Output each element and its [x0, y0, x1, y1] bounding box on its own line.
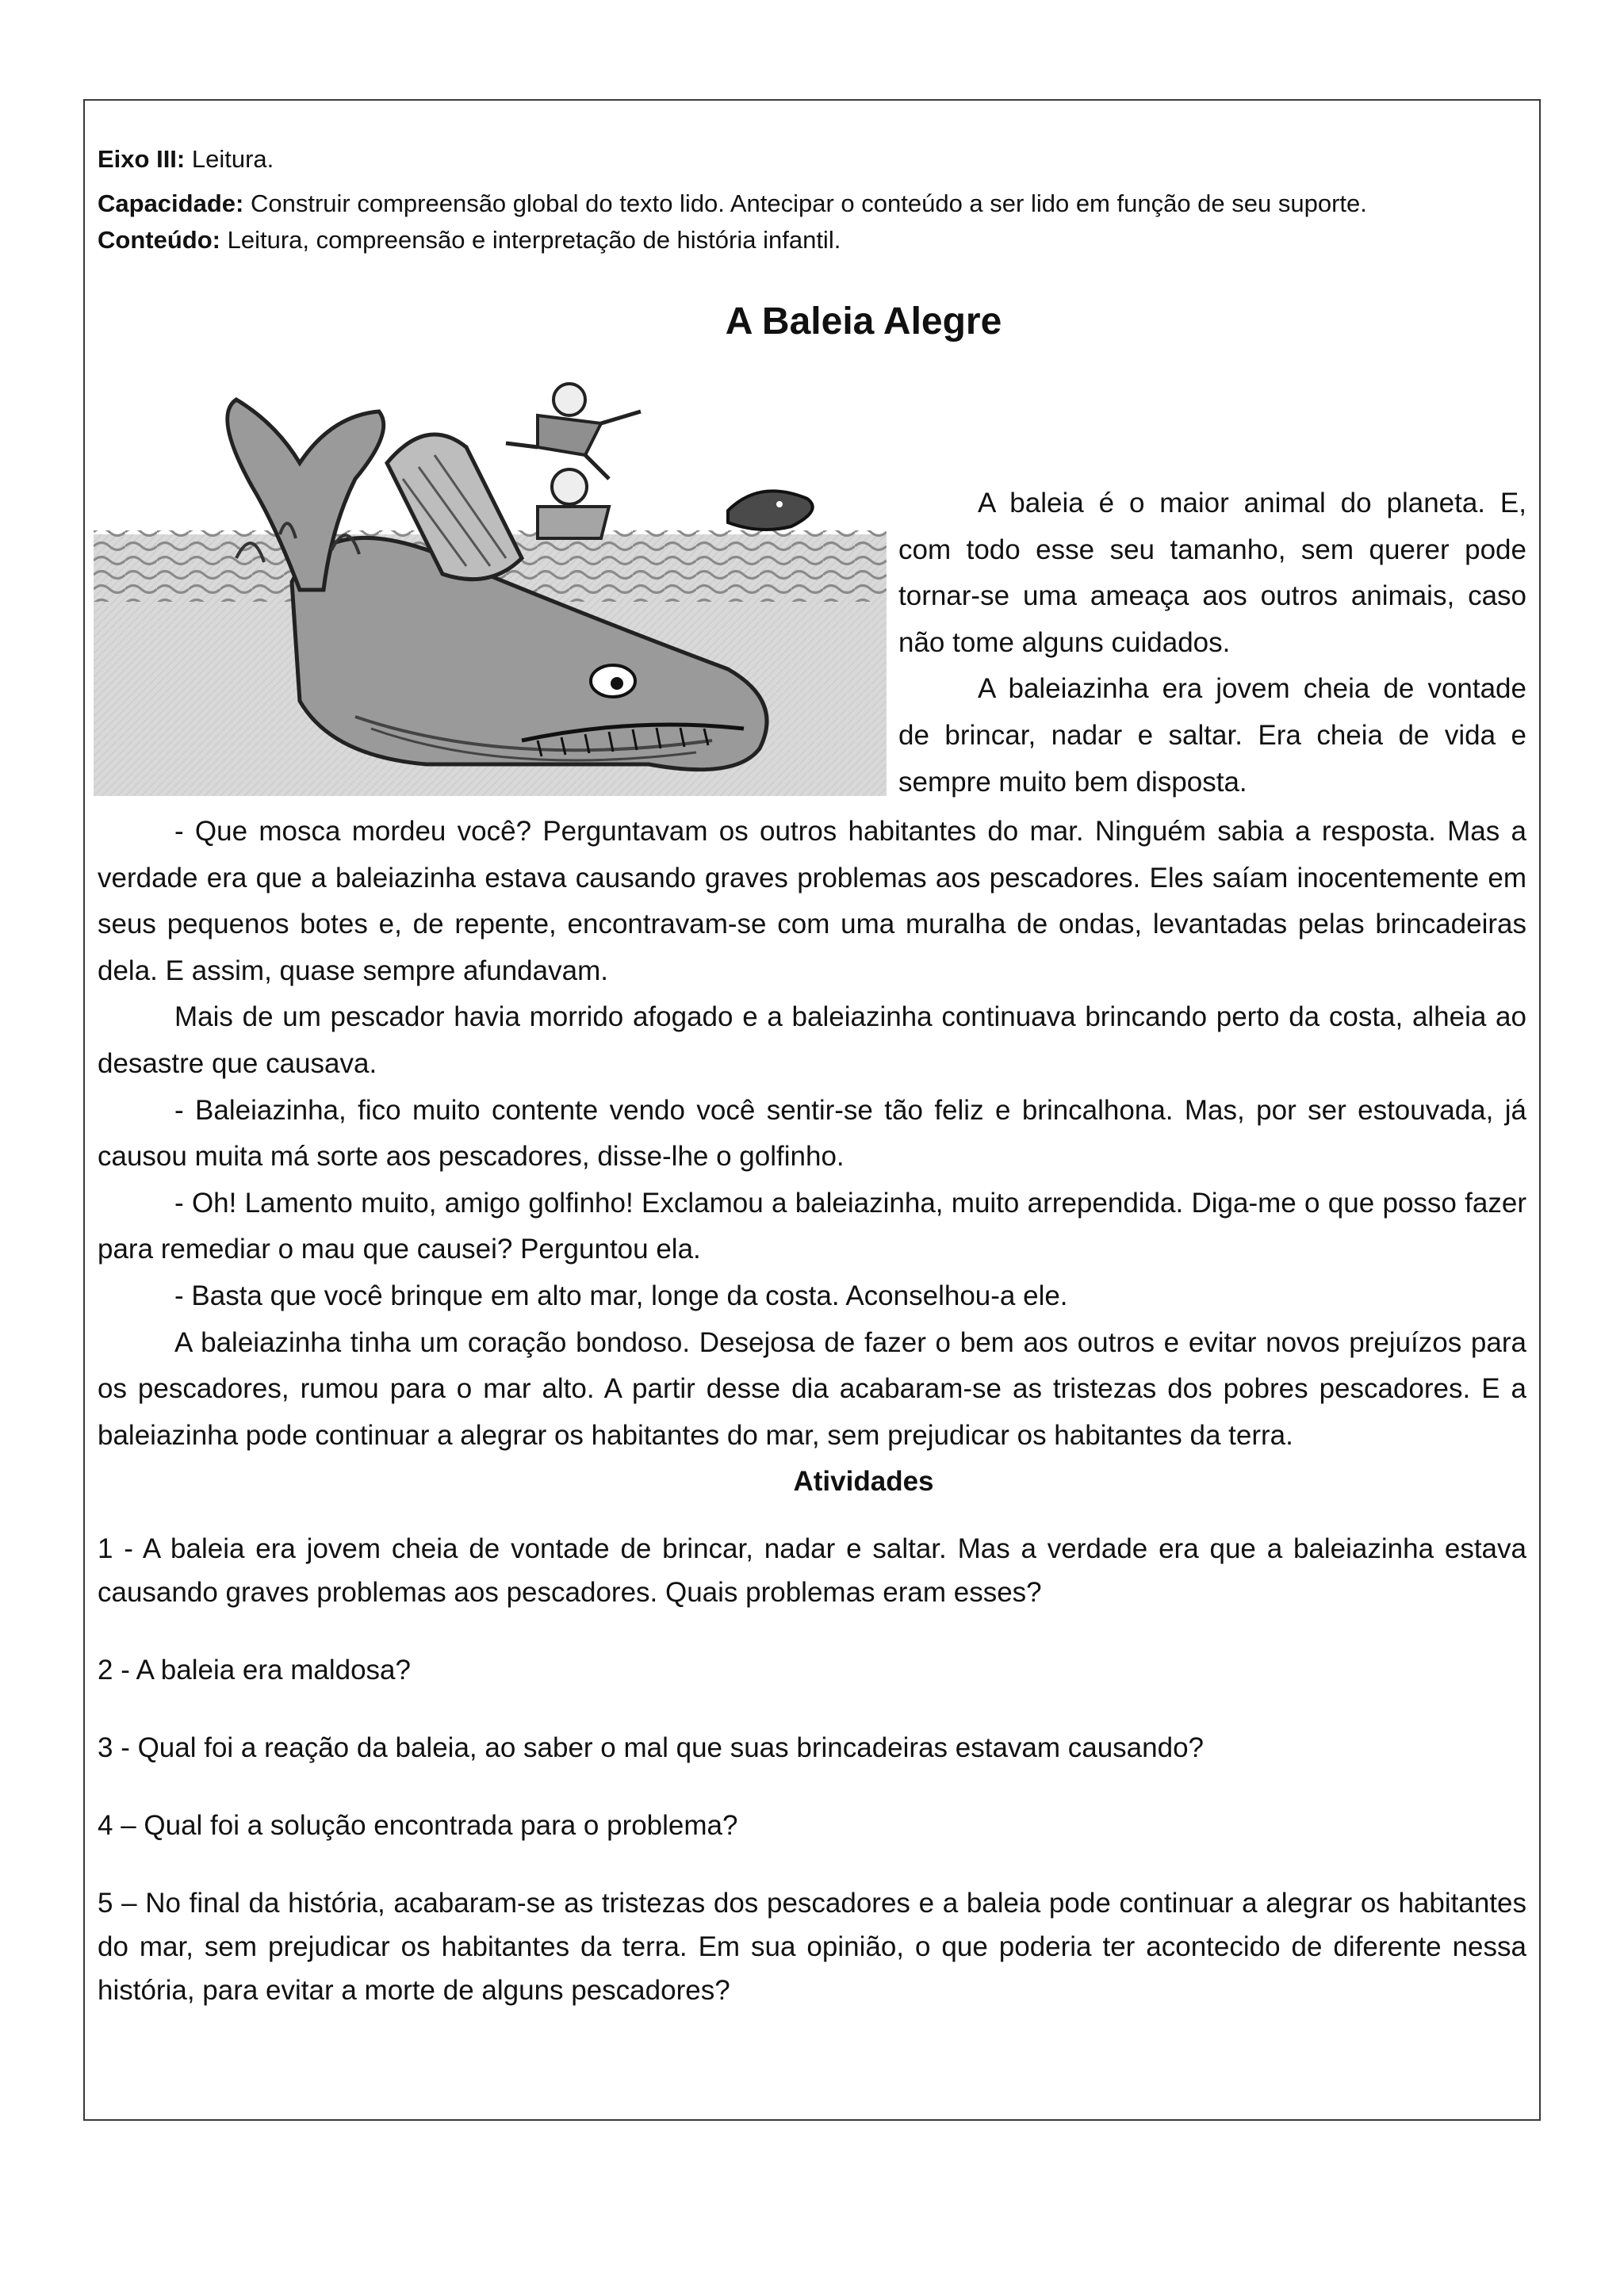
story-paragraph: - Oh! Lamento muito, amigo golfinho! Exclamou a baleiazinha, muito arrependida. Diga-me o que posso fazer para remediar o mau que causei? Perguntou ela.: [98, 1187, 1526, 1265]
story-paragraph: - Baleiazinha, fico muito contente vendo você sentir-se tão feliz e brincalhona. Mas, por ser estouvada, já causou muita má sorte aos pescadores, disse-lhe o golfinho.: [98, 1094, 1526, 1173]
question-5: 5 – No final da história, acabaram-se as tristezas dos pescadores e a baleia pode continuar a alegrar os habitantes do mar, sem prejudicar os habitantes da terra. Em sua opinião, o que poderia ter acontecido de diferente nessa história, para evitar a morte de alguns pescadores?: [98, 1888, 1526, 2007]
activities-title: Atividades: [793, 1466, 934, 1498]
worksheet-content: [98, 141, 1526, 2012]
eixo-label: Eixo III:: [98, 145, 186, 173]
capacidade-label: Capacidade:: [98, 189, 244, 217]
story-intro: [98, 346, 1526, 821]
eixo-line: [98, 141, 1526, 178]
story-paragraph: A baleiazinha tinha um coração bondoso. Desejosa de fazer o bem aos outros e evitar novos prejuízos para os pescadores, rumou para o mar alto. A partir desse dia acabaram-se as tristezas dos pobres pescadores. E a baleiazinha pode continuar a alegrar os habitantes do mar, sem prejudicar os habitantes da terra.: [98, 1326, 1526, 1451]
story-paragraph: A baleia é o maior animal do planeta. E, com todo esse seu tamanho, sem querer pode tornar-se uma ameaça aos outros animais, caso não tome alguns cuidados.: [898, 488, 1526, 658]
conteudo-value: Leitura, compreensão e interpretação de história infantil.: [227, 226, 841, 254]
story-paragraph: Mais de um pescador havia morrido afogado e a baleiazinha continuava brincando perto da costa, alheia ao desastre que causava.: [98, 1001, 1526, 1079]
whale-boat-illustration-icon: [94, 368, 887, 796]
header-block: [98, 141, 1526, 258]
capacidade-line: [98, 186, 1526, 222]
story-paragraph: - Que mosca mordeu você? Perguntavam os outros habitantes do mar. Ninguém sabia a resposta. Mas a verdade era que a baleiazinha estava causando graves problemas aos pescadores. Eles saíam inocentemente em seus pequenos botes e, de repente, encontravam-se com uma muralha de ondas, levantadas pelas brincadeiras dela. E assim, quase sempre afundavam.: [98, 816, 1526, 986]
question-4: 4 – Qual foi a solução encontrada para o problema?: [98, 1810, 738, 1842]
question-3: 3 - Qual foi a reação da baleia, ao saber o mal que suas brincadeiras estavam causando?: [98, 1732, 1205, 1764]
capacidade-value: Construir compreensão global do texto lido. Antecipar o conteúdo a ser lido em função de seu suporte.: [250, 189, 1367, 217]
story-paragraph: - Basta que você brinque em alto mar, longe da costa. Aconselhou-a ele.: [174, 1280, 1068, 1311]
question-1: 1 - A baleia era jovem cheia de vontade de brincar, nadar e saltar. Mas a verdade era que a baleiazinha estava causando graves problemas aos pescadores. Quais problemas eram esses?: [98, 1533, 1526, 1609]
question-2: 2 - A baleia era maldosa?: [98, 1655, 411, 1686]
story-title: A Baleia Alegre: [725, 300, 1002, 342]
eixo-value: Leitura.: [191, 145, 274, 173]
story-paragraph: A baleiazinha era jovem cheia de vontade de brincar, nadar e saltar. Era cheia de vida e sempre muito bem disposta.: [898, 673, 1526, 798]
story-body: [98, 809, 1526, 1459]
intro-text: [898, 480, 1526, 806]
conteudo-line: [98, 222, 1526, 258]
conteudo-label: Conteúdo:: [98, 226, 220, 254]
